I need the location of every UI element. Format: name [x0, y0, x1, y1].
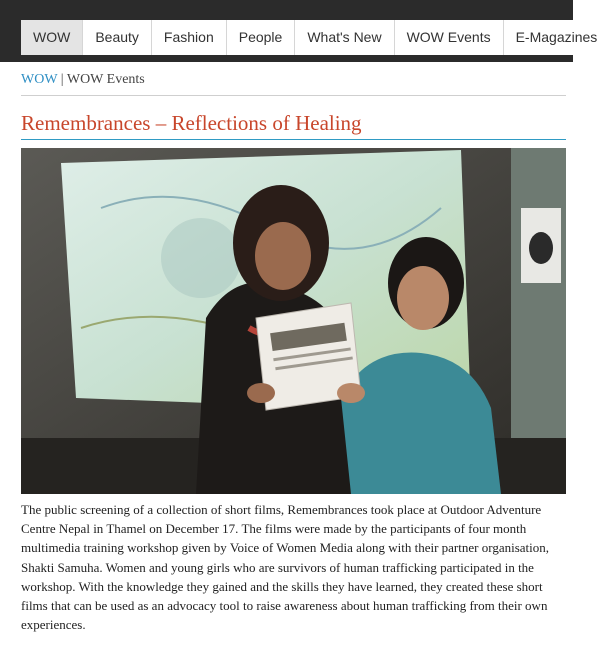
- nav-item-e-magazines[interactable]: E-Magazines: [515, 29, 598, 45]
- event-photo-illustration: [21, 148, 566, 494]
- breadcrumb-current: WOW Events: [66, 72, 145, 87]
- nav-item-whats-new[interactable]: What's New: [295, 20, 394, 55]
- nav-item-fashion[interactable]: Fashion: [152, 20, 227, 55]
- breadcrumb: [21, 72, 566, 96]
- breadcrumb-home-link[interactable]: WOW: [21, 72, 58, 87]
- main-nav: [21, 20, 609, 55]
- nav-item-wow-events[interactable]: WOW Events: [395, 20, 504, 55]
- top-bar: [0, 0, 598, 62]
- breadcrumb-separator: |: [60, 72, 64, 87]
- article-body: The public screening of a collection of short films, Remembrances took place at Outdoor Adventure Centre Nepal in Thamel on December 17. The films were made by the participants of four month multimedia training workshop given by Voice of Women Media along with their partner organisation, Shakti Samuha. Women and young girls who are survivors of human trafficking participated in the workshop. With the knowledge they gained and the skills they have learned, they created these short films that can be used as an advocacy tool to raise awareness about human trafficking from their own experiences.: [21, 502, 550, 633]
- nav-item-wow[interactable]: WOW: [21, 20, 83, 55]
- article-photo: [21, 148, 566, 494]
- nav-item-people[interactable]: People: [227, 20, 296, 55]
- nav-item-beauty[interactable]: Beauty: [83, 20, 152, 55]
- article-title: Remembrances – Reflections of Healing: [21, 111, 566, 140]
